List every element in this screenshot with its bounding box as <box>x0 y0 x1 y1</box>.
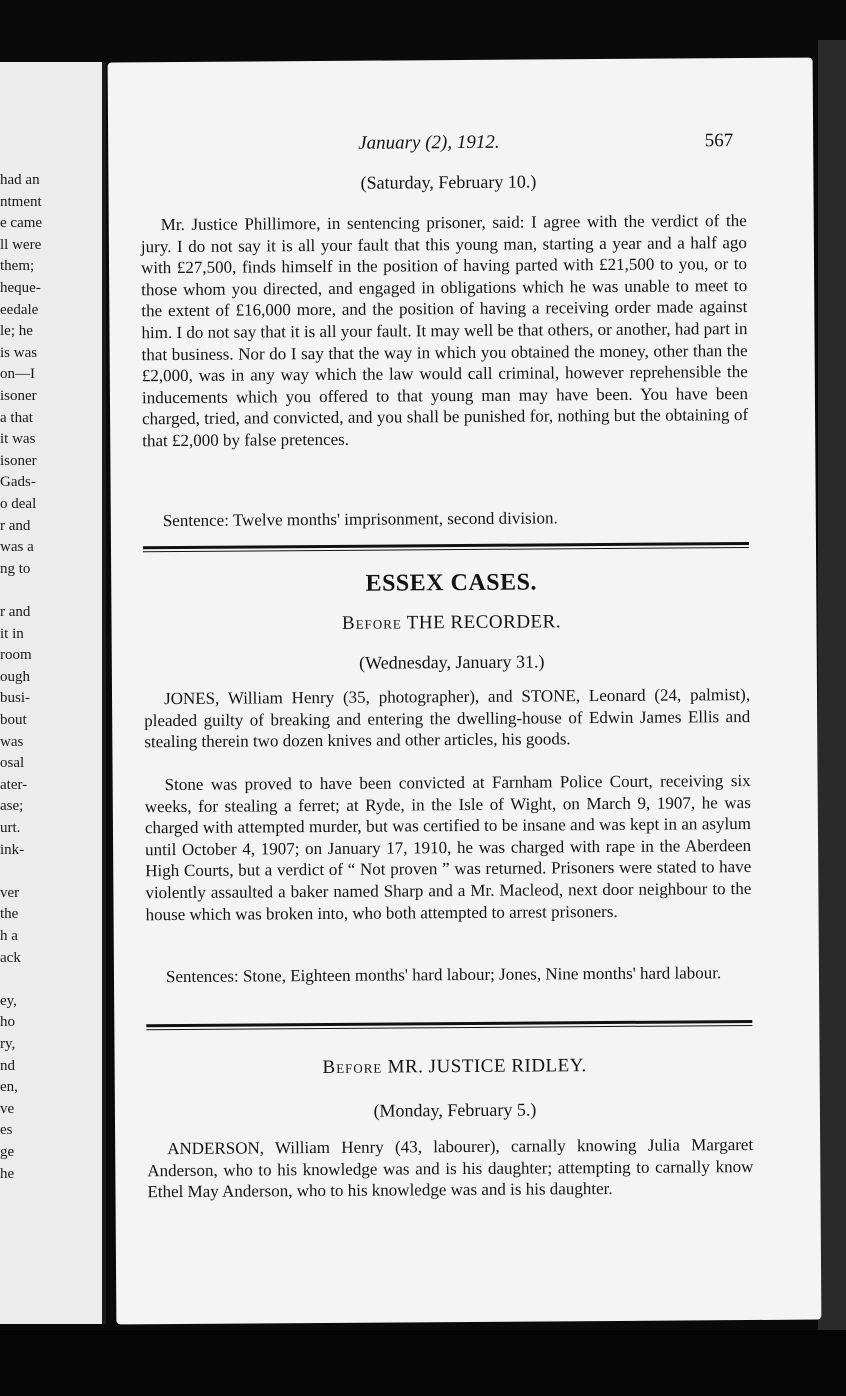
left-page-line-fragment: ry, <box>0 1036 16 1052</box>
left-page-line-fragment: had an <box>0 172 40 188</box>
left-page-line-fragment: busi- <box>0 690 30 707</box>
left-page-line-fragment: a that <box>0 409 33 426</box>
left-page-line-fragment: e came <box>0 215 43 232</box>
left-facing-page <box>0 62 106 1324</box>
left-page-line-fragment: r and <box>0 517 31 534</box>
before-name: THE RECORDER. <box>406 611 562 634</box>
section-divider-1 <box>143 542 749 552</box>
left-page-line-fragment: the <box>0 906 19 923</box>
left-page-line-fragment: ll were <box>0 236 42 253</box>
left-page-line-fragment: es <box>0 1122 13 1139</box>
running-title: January (2), 1912. <box>358 131 500 154</box>
page-567 <box>108 58 822 1325</box>
left-page-line-fragment: it was <box>0 431 36 448</box>
left-page-line-fragment: room <box>0 647 32 664</box>
book-edge <box>818 40 846 1360</box>
left-page-line-fragment: nd <box>0 1057 15 1074</box>
left-page-line-fragment: ge <box>0 1144 15 1160</box>
left-page-line-fragment: ve <box>0 1100 15 1117</box>
left-page-line-fragment: bout <box>0 712 27 728</box>
left-page-line-fragment: r and <box>0 604 31 620</box>
before-prefix: Before <box>322 1056 383 1079</box>
left-page-line-fragment: heque- <box>0 280 41 296</box>
left-page-line-fragment: osal <box>0 755 25 772</box>
section-divider-2 <box>146 1020 752 1030</box>
case-anderson-charge: ANDERSON, William Henry (43, labourer), carnally knowing Julia Margaret Anderson, who to his knowledge was and is his daughter; attempting to carnally know Ethel May Anderson, who to his knowledge was and is his daughter. <box>147 1134 754 1202</box>
sitting-date-2: (Wednesday, January 31.) <box>359 651 545 673</box>
sitting-date-1: (Saturday, February 10.) <box>360 171 537 193</box>
left-page-line-fragment: isoner <box>0 452 37 469</box>
court-before-recorder <box>141 610 761 636</box>
left-page-line-fragment: eedale <box>0 301 39 318</box>
page-number: 567 <box>704 130 734 152</box>
left-page-line-fragment: ey, <box>0 992 17 1009</box>
left-page-line-fragment: ack <box>0 949 21 966</box>
left-page-line-fragment: ase; <box>0 798 24 815</box>
left-page-line-fragment: ng to <box>0 560 31 577</box>
left-page-line-fragment: them; <box>0 258 35 275</box>
left-page-line-fragment: h a <box>0 928 18 944</box>
left-page-line-fragment: o deal <box>0 496 37 512</box>
running-header <box>108 130 813 159</box>
left-page-line-fragment: en, <box>0 1079 18 1096</box>
left-page-line-fragment: ver <box>0 884 20 901</box>
sitting-date-3: (Monday, February 5.) <box>373 1099 537 1121</box>
left-page-line-fragment: Gads- <box>0 474 36 491</box>
left-page-line-fragment: was a <box>0 539 34 556</box>
left-page-line-fragment: isoner <box>0 388 37 404</box>
left-page-line-fragment: is was <box>0 344 38 361</box>
court-before-ridley <box>145 1054 765 1080</box>
case-jones-stone-sentences: Sentences: Stone, Eighteen months' hard labour; Jones, Nine months' hard labour. <box>165 963 722 987</box>
left-page-line-fragment: ater- <box>0 776 28 793</box>
left-page-line-fragment: le; he <box>0 323 33 340</box>
sentence-line-1: Sentence: Twelve months' imprisonment, second division. <box>162 508 558 531</box>
case-jones-stone-record: Stone was proved to have been convicted at Farnham Police Court, receiving six weeks, for stealing a ferret; at Ryde, in the Isle of Wight, on March 9, 1907, he was charged with attempted murder, but was certified to be insane and was kept in an asylum until October 4, 1907; on January 17, 1910, he was charged with rape in the Aberdeen High Courts, but a verdict of “ Not proven ” was returned. Prisoners were stated to have violently assaulted a baker named Sharp and a Mr. Macleod, next door neighbour to the house which was broken into, who both attempted to arrest prisoners. <box>144 771 752 924</box>
left-page-line-fragment: ntment <box>0 193 42 210</box>
sentencing-remarks: Mr. Justice Phillimore, in sentencing prisoner, said: I agree with the verdict of the jury. I do not say it is all your fault that this young man, starting a year and a half ago with £27,500, finds himself in the position of having parted with £21,500 to you, or to those whom you directed, and engaged in obligations which he was unable to meet to the extent of £16,000 more, and the position of having a receiving order made against him. I do not say that it is all your fault. It may well be that others, or another, had part in that business. Nor do I say that the way in which you obtained the money, other than the £2,000, was in any way which the law would call criminal, however reprehensible the inducements which you offered to that young man may have been. You have been charged, tried, and convicted, and you shall be punished for, nothing but the obtaining of that £2,000 by false pretences. <box>140 211 749 451</box>
left-page-line-fragment: ink- <box>0 841 25 858</box>
left-page-line-fragment: on—I <box>0 366 35 383</box>
left-page-line-fragment: he <box>0 1165 15 1182</box>
left-page-line-fragment: ho <box>0 1014 15 1031</box>
case-jones-stone-charge: JONES, William Henry (35, photographer), and STONE, Leonard (24, palmist), pleaded guilty of breaking and entering the dwelling-house of Edwin James Ellis and stealing therein two dozen knives and other articles, his goods. <box>144 685 751 752</box>
before-name: MR. JUSTICE RIDLEY. <box>387 1055 587 1078</box>
before-prefix: Before <box>341 612 402 634</box>
left-page-line-fragment: it in <box>0 625 24 642</box>
left-page-line-fragment: urt. <box>0 820 21 836</box>
left-page-line-fragment: ough <box>0 668 30 685</box>
section-heading-essex: ESSEX CASES. <box>365 569 538 597</box>
left-page-line-fragment: was <box>0 733 24 750</box>
scan-bottom-edge <box>0 1330 846 1396</box>
